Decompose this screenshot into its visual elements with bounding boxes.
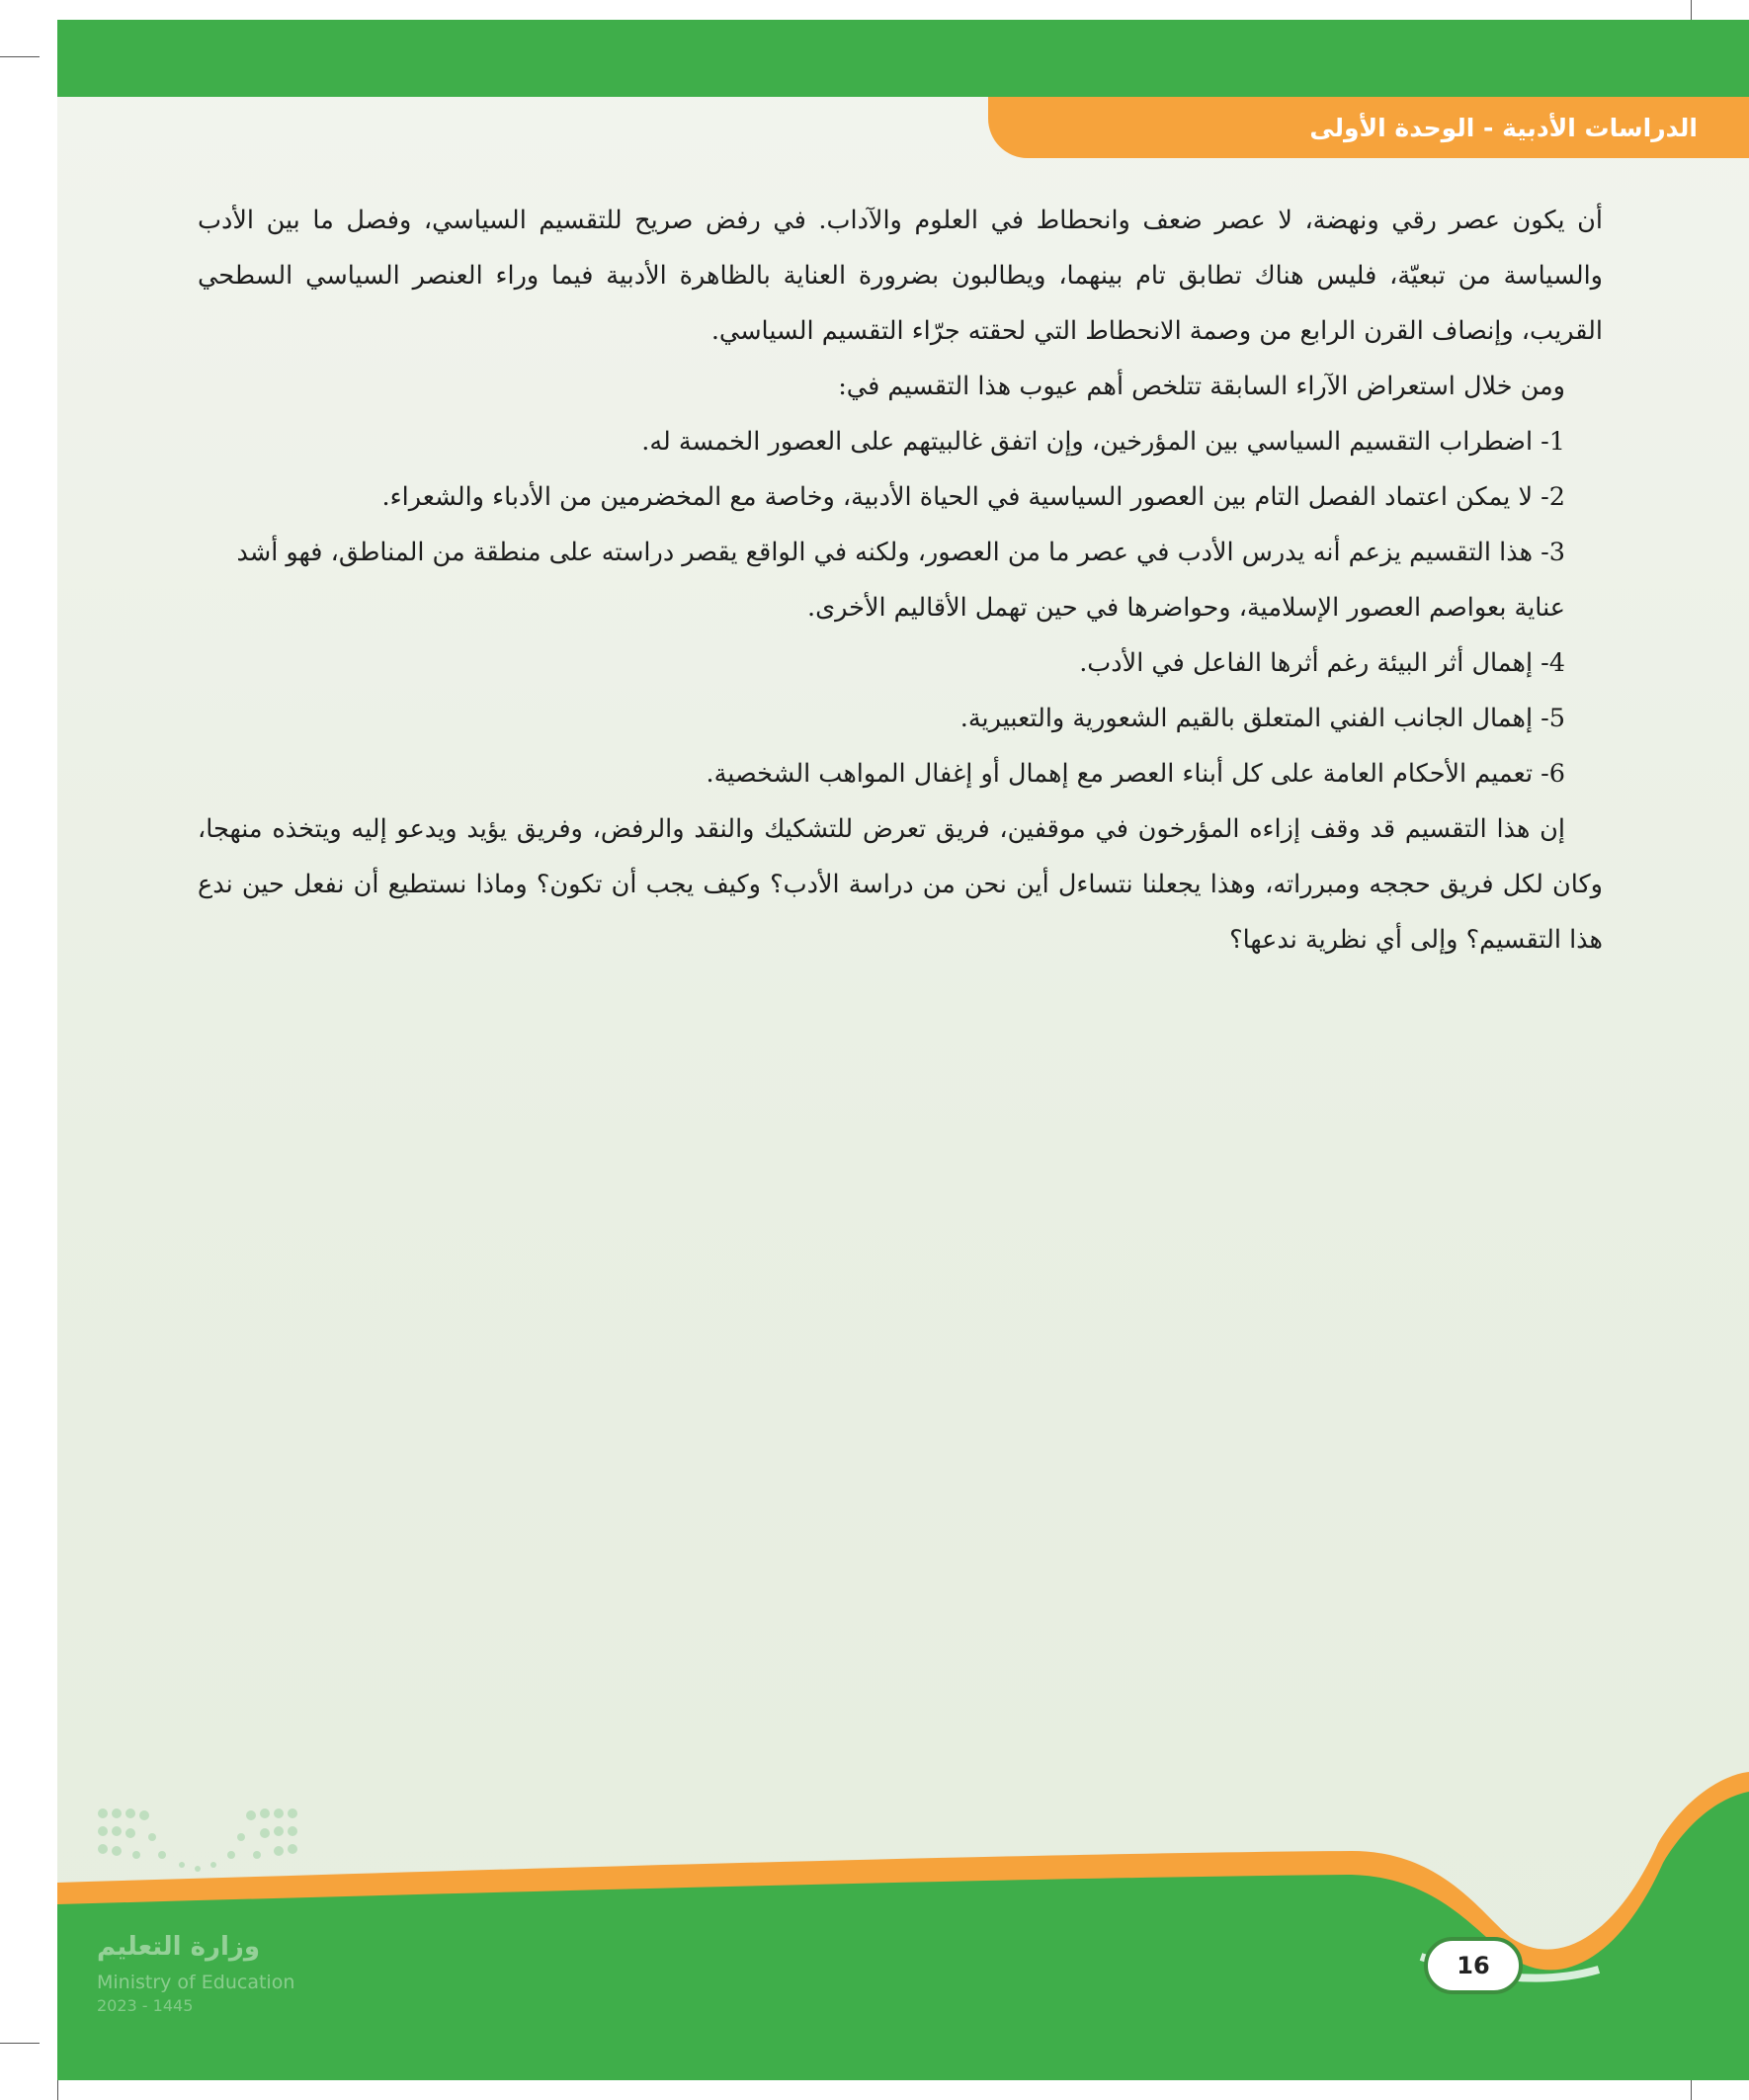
list-item: 2- لا يمكن اعتماد الفصل التام بين العصور السياسية في الحياة الأدبية، وخاصة مع المخضرمين من الأدباء والشعراء. <box>381 482 1565 512</box>
header-tab <box>988 97 1749 158</box>
list-item: 5- إهمال الجانب الفني المتعلق بالقيم الشعورية والتعبيرية. <box>959 704 1565 733</box>
crop-mark <box>0 2043 40 2044</box>
page-number: 16 <box>1424 1937 1523 1994</box>
ministry-name-arabic: وزارة التعليم <box>97 1932 260 1962</box>
list-item: 1- اضطراب التقسيم السياسي بين المؤرخين، وإن اتفق غالبيتهم على العصور الخمسة له. <box>641 427 1565 457</box>
ministry-year: 2023 - 1445 <box>97 1996 194 2015</box>
main-text <box>198 193 1603 967</box>
closing-paragraph: إن هذا التقسيم قد وقف إزاءه المؤرخون في موقفين، فريق تعرض للتشكيك والنقد والرفض، وفريق يؤيد ويدعو إليه ويتخذه منهجا، وكان لكل فريق حججه ومبرراته، وهذا يجعلنا نتساءل أين نحن من دراسة الأدب؟ وكيف يجب أن تكون؟ وماذا نستطيع أن نفعل حين ندع هذا التقسيم؟ وإلى أي نظرية ندعها؟ <box>198 814 1603 955</box>
book-page <box>57 20 1749 2080</box>
list-item: 6- تعميم الأحكام العامة على كل أبناء العصر مع إهمال أو إغفال المواهب الشخصية. <box>706 759 1565 789</box>
crop-mark <box>0 56 40 57</box>
header-title: الدراسات الأدبية - الوحدة الأولى <box>1309 113 1698 142</box>
intro-paragraph: أن يكون عصر رقي ونهضة، لا عصر ضعف وانحطاط في العلوم والآداب. في رفض صريح للتقسيم السياسي، وفصل ما بين الأدب والسياسة من تبعيّة، فليس هناك تطابق تام بينهما، ويطالبون بضرورة العناية بالظاهرة الأدبية فيما وراء العنصر السياسي السطحي القريب، وإنصاف القرن الرابع من وصمة الانحطاط التي لحقته جرّاء التقسيم السياسي. <box>198 206 1603 346</box>
top-green-bar <box>57 20 1749 97</box>
list-item: 3- هذا التقسيم يزعم أنه يدرس الأدب في عصر ما من العصور، ولكنه في الواقع يقصر دراسته على منطقة من المناطق، فهو أشد عناية بعواصم العصور الإسلامية، وحواضرها في حين تهمل الأقاليم الأخرى. <box>236 538 1565 623</box>
ministry-name-english: Ministry of Education <box>97 1972 295 1993</box>
list-item: 4- إهمال أثر البيئة رغم أثرها الفاعل في الأدب. <box>1079 648 1565 678</box>
list-intro: ومن خلال استعراض الآراء السابقة تتلخص أهم عيوب هذا التقسيم في: <box>838 372 1565 401</box>
